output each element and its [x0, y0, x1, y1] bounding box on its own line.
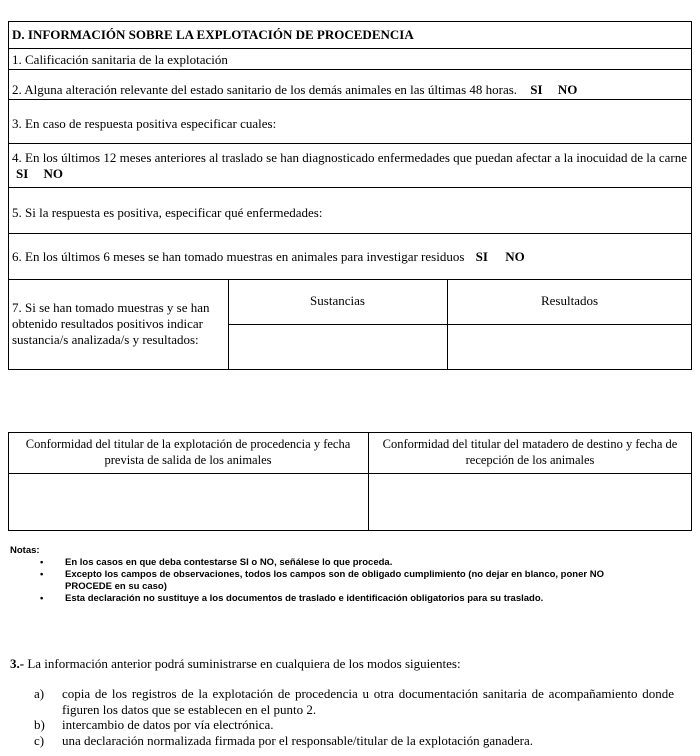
- question-5: 5. Si la respuesta es positiva, especificar qué enfermedades:: [12, 205, 323, 220]
- question-6-text: 6. En los últimos 6 meses se han tomado muestras en animales para investigar residuos: [12, 249, 465, 264]
- section-3-intro: 3.- La información anterior podrá suministrarse en cualquiera de los modos siguientes:: [10, 656, 461, 671]
- q4-no-option[interactable]: NO: [43, 166, 64, 181]
- q4-si-option[interactable]: SI: [16, 166, 29, 181]
- q2-si-option[interactable]: SI: [530, 82, 543, 97]
- note-item: • Excepto los campos de observaciones, todos los campos son de obligado cumplimiento (no dejar en blanco, poner NO PROCEDE en su caso): [40, 569, 604, 592]
- question-3: 3. En caso de respuesta positiva especificar cuales:: [12, 116, 277, 131]
- resultados-header: Resultados: [540, 293, 599, 308]
- notes-heading: Notas:: [10, 545, 40, 556]
- note-item: • Esta declaración no sustituye a los documentos de traslado e identificación obligatorios para su traslado.: [40, 593, 544, 604]
- q2-no-option[interactable]: NO: [557, 82, 578, 97]
- list-item: a) copia de los registros de la explotación de procedencia u otra documentación sanitaria de acompañamiento donde figuren los datos que se establecen en el punto 2.: [34, 686, 674, 717]
- list-item: b) intercambio de datos por vía electrónica.: [34, 717, 274, 732]
- conformidad-matadero-label: Conformidad del titular del matadero de destino y fecha de recepción de los animales: [382, 437, 678, 467]
- note-item: • En los casos en que deba contestarse SI o NO, señálese lo que proceda.: [40, 557, 393, 568]
- question-1: 1. Calificación sanitaria de la explotación: [12, 52, 228, 67]
- sustancias-header: Sustancias: [310, 293, 365, 308]
- question-7: 7. Si se han tomado muestras y se han obtenido resultados positivos indicar sustancia/s analizada/s y resultados:: [12, 300, 210, 347]
- list-item: c) una declaración normalizada firmada por el responsable/titular de la explotación ganadera.: [34, 733, 534, 748]
- section-3-number: 3.-: [10, 656, 25, 671]
- question-2-text: 2. Alguna alteración relevante del estado sanitario de los demás animales en las últimas 48 horas.: [12, 82, 518, 97]
- q6-no-option[interactable]: NO: [505, 249, 525, 264]
- q6-si-option[interactable]: SI: [475, 249, 488, 264]
- conformidad-procedencia-label: Conformidad del titular de la explotación de procedencia y fecha prevista de salida de los animales: [25, 437, 351, 467]
- section-d-title: D. INFORMACIÓN SOBRE LA EXPLOTACIÓN DE PROCEDENCIA: [12, 27, 414, 42]
- question-4-text: 4. En los últimos 12 meses anteriores al traslado se han diagnosticado enfermedades que puedan afectar a la inocuidad de la carne: [12, 150, 688, 165]
